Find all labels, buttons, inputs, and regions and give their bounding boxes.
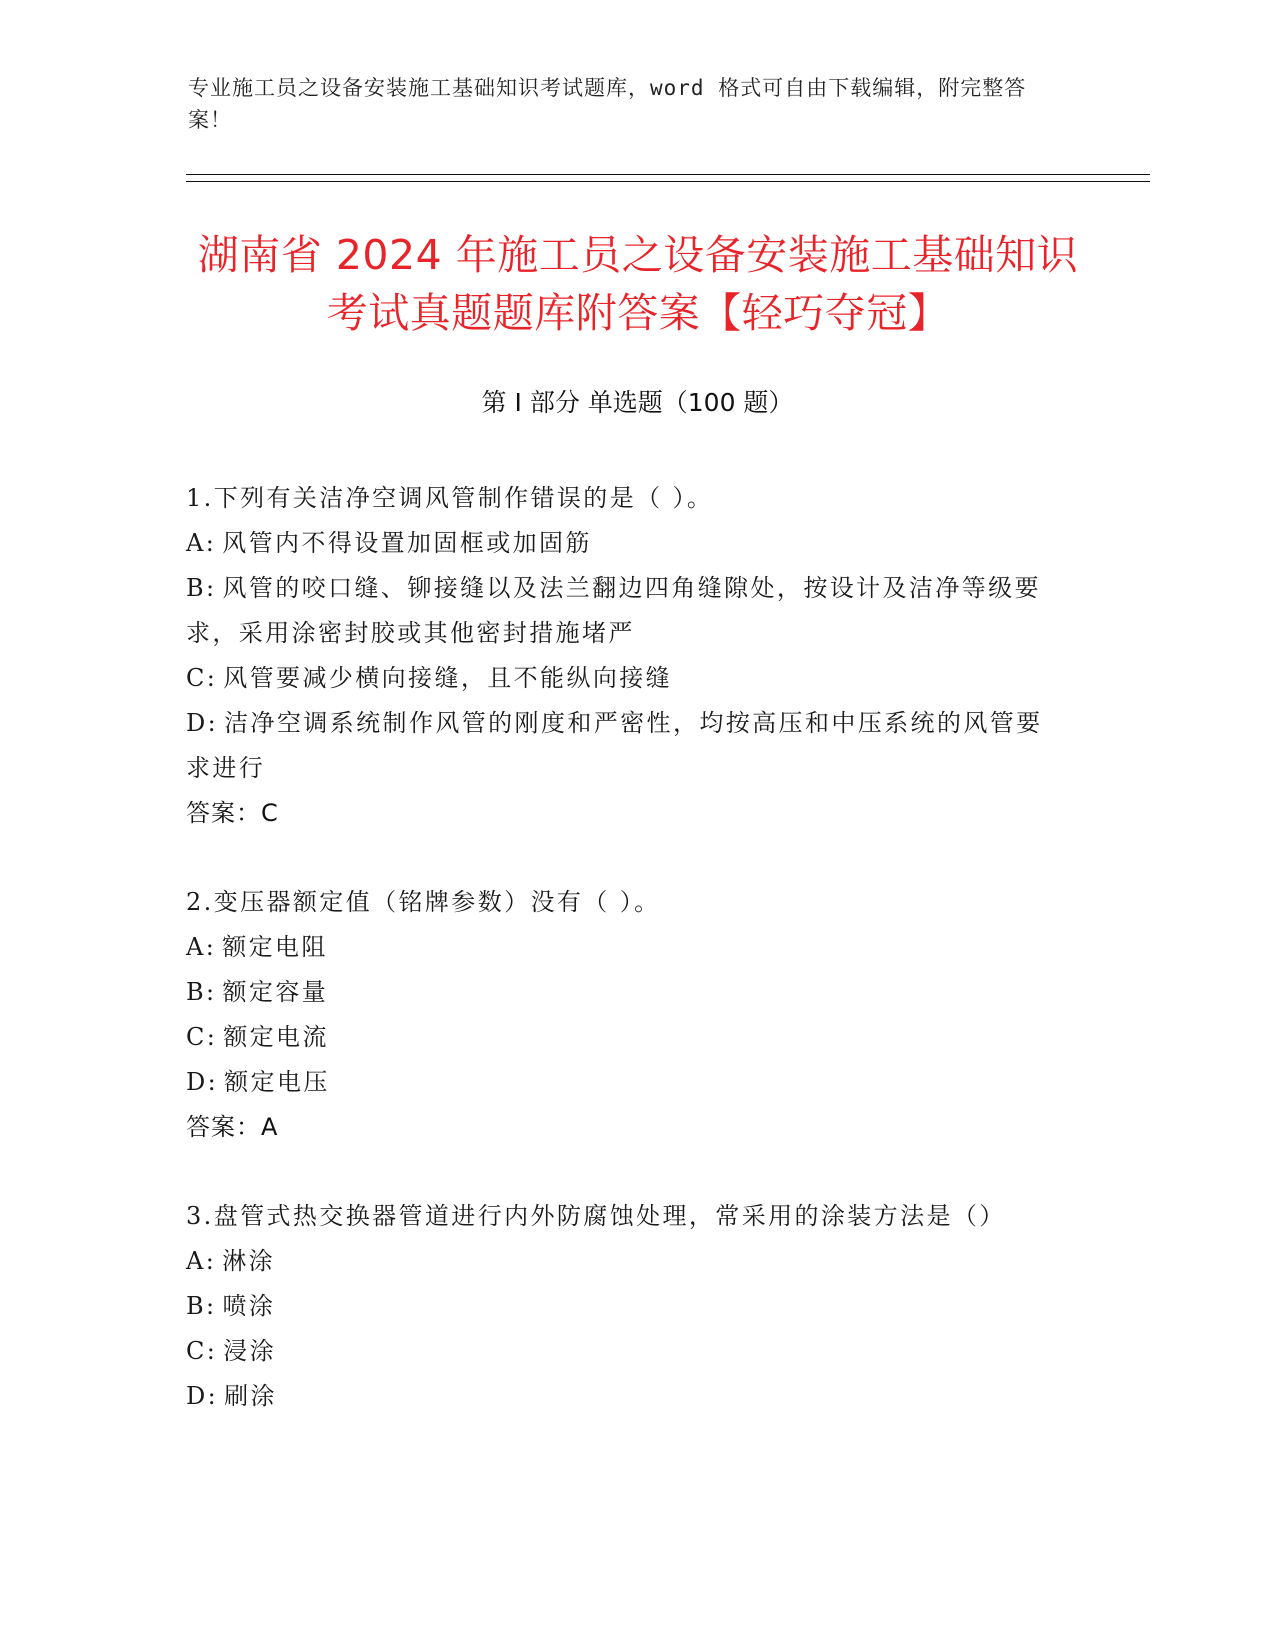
question-stem: 1.下列有关洁净空调风管制作错误的是（ ）。 (186, 484, 714, 512)
option-text: 刷涂 (224, 1382, 277, 1410)
header-note: 专业施工员之设备安装施工基础知识考试题库，word 格式可自由下载编辑，附完整答案！ (188, 76, 1027, 132)
option-letter: A: (186, 529, 217, 557)
option-text: 额定电流 (223, 1023, 329, 1051)
question-stem: 2.变压器额定值（铭牌参数）没有（ ）。 (186, 888, 661, 916)
option-letter: C: (186, 1023, 218, 1051)
question-3 (186, 1194, 1066, 1419)
option-text: 洁净空调系统制作风管的刚度和严密性，均按高压和中压系统的风管要求进行 (186, 709, 1043, 782)
option-text: 风管要减少横向接缝，且不能纵向接缝 (223, 664, 673, 692)
option-text: 喷涂 (222, 1292, 276, 1320)
option-text: 浸涂 (223, 1337, 277, 1365)
option-text: 额定电压 (224, 1068, 330, 1096)
option-letter: A: (186, 1247, 217, 1275)
option-text: 风管内不得设置加固框或加固筋 (222, 529, 592, 557)
option-letter: A: (186, 933, 217, 961)
section-heading: 第 I 部分 单选题（100 题） (481, 388, 794, 417)
option-letter: D: (186, 1068, 219, 1096)
option-c (186, 1329, 1066, 1374)
option-b (186, 1284, 1066, 1329)
option-letter: B: (186, 574, 217, 602)
option-a (186, 925, 1066, 970)
option-d (186, 1060, 1066, 1105)
option-text: 风管的咬口缝、铆接缝以及法兰翻边四角缝隙处，按设计及洁净等级要求，采用涂密封胶或其他密封措施堵严 (186, 574, 1041, 647)
option-a (186, 521, 1066, 566)
option-text: 额定容量 (222, 978, 329, 1006)
document-title: 湖南省 2024 年施工员之设备安装施工基础知识考试真题题库附答案【轻巧夺冠】 (197, 231, 1079, 337)
option-b (186, 566, 1066, 656)
answer-value: A (261, 1113, 279, 1141)
question-list (186, 476, 1066, 1463)
header-divider-bottom (186, 181, 1150, 182)
option-letter: C: (186, 664, 218, 692)
answer-line (186, 791, 1066, 836)
option-c (186, 1015, 1066, 1060)
option-text: 淋涂 (222, 1247, 276, 1275)
option-letter: D: (186, 1382, 219, 1410)
question-2 (186, 880, 1066, 1150)
option-letter: B: (186, 1292, 217, 1320)
answer-value: C (261, 799, 279, 827)
header-divider-top (186, 174, 1150, 175)
option-letter: D: (186, 709, 219, 737)
question-1 (186, 476, 1066, 836)
option-text: 额定电阻 (222, 933, 328, 961)
question-stem: 3.盘管式热交换器管道进行内外防腐蚀处理，常采用的涂装方法是（） (186, 1202, 1006, 1230)
answer-label: 答案： (186, 1113, 261, 1141)
option-letter: C: (186, 1337, 218, 1365)
option-a (186, 1239, 1066, 1284)
option-c (186, 656, 1066, 701)
answer-label: 答案： (186, 799, 261, 827)
option-d (186, 1374, 1066, 1419)
option-b (186, 970, 1066, 1015)
option-d (186, 701, 1066, 791)
answer-line (186, 1105, 1066, 1150)
option-letter: B: (186, 978, 217, 1006)
